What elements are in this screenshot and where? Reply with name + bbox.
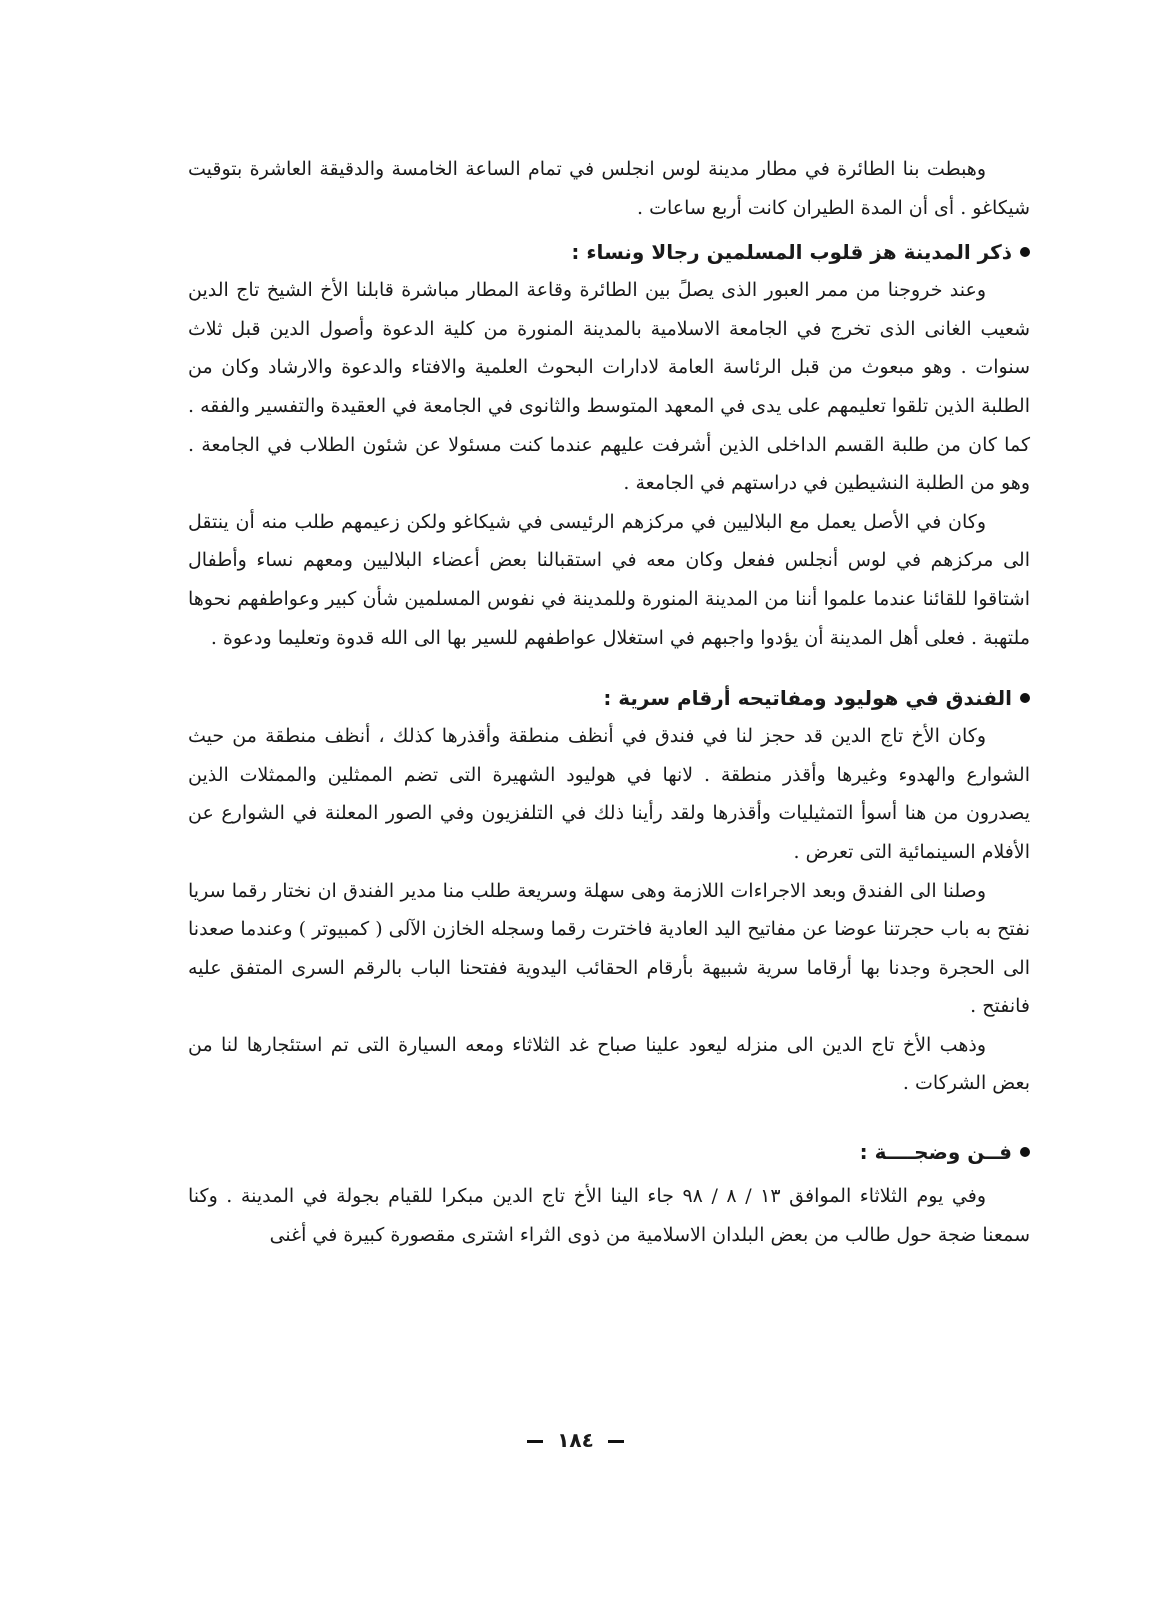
- section-heading-hotel: الفندق في هوليود ومفاتيحه أرقام سرية :: [188, 679, 1030, 717]
- section-heading-art-noise: فــن وضجــــة :: [188, 1133, 1030, 1171]
- page-number-text: ١٨٤: [557, 1428, 594, 1452]
- page-body: [188, 150, 1030, 1254]
- bullet-icon: [1020, 247, 1030, 257]
- paragraph-landing: وهبطت بنا الطائرة في مطار مدينة لوس انجلس في تمام الساعة الخامسة والدقيقة العاشرة بتوقيت شيكاغو . أى أن المدة الطيران كانت أربع ساعات .: [188, 158, 1030, 219]
- section-heading-madinah: ذكر المدينة هز قلوب المسلمين رجالا ونساء :: [188, 233, 1030, 271]
- dash-right: [527, 1440, 543, 1443]
- paragraph-bilalians: وكان في الأصل يعمل مع البلاليين في مركزهم الرئيسى في شيكاغو ولكن زعيمهم طلب منه أن ينتقل الى مركزهم في لوس أنجلس ففعل وكان معه في استقبالنا بعض أعضاء البلاليين ومعهم نساء وأطفال اشتاقوا للقائنا عندما علموا أننا من المدينة المنورة وللمدينة في نفوس المسلمين شأن كبير وعواطفهم نحوها ملتهبة . فعلى أهل المدينة أن يؤدوا واجبهم في استغلال عواطفهم للسير بها الى الله قدوة وتعليما ودعوة .: [188, 510, 1030, 649]
- paragraph-hollywood: وكان الأخ تاج الدين قد حجز لنا في فندق في أنظف منطقة وأقذرها كذلك ، أنظف منطقة من حيث الشوارع والهدوء وغيرها وأقذر منطقة . لانها في هوليود الشهيرة التى تضم الممثلين والممثلات الذين يصدرون من هنا أسوأ التمثيليات وأقذرها ولقد رأينا ذلك في التلفزيون وفي الصور المعلنة في الشوارع عن الأفلام السينمائية التى تعرض .: [188, 725, 1030, 863]
- paragraph-secret-code: وصلنا الى الفندق وبعد الاجراءات اللازمة وهى سهلة وسريعة طلب منا مدير الفندق ان نختار رقما سريا نفتح به باب حجرتنا عوضا عن مفاتيح اليد العادية فاخترت رقما وسجله الخازن الآلى ( كمبيوتر ) وعندما صعدنا الى الحجرة وجدنا بها أرقاما سرية شبيهة بأرقام الحقائب اليدوية ففتحنا الباب بالرقم السرى المتفق عليه فانفتح .: [188, 879, 1030, 1018]
- paragraph-car-rental: وذهب الأخ تاج الدين الى منزله ليعود علينا صباح غد الثلاثاء ومعه السيارة التى تم استئجارها لنا من بعض الشركات .: [188, 1033, 1030, 1095]
- paragraph-arrival-meeting: وعند خروجنا من ممر العبور الذى يصلً بين الطائرة وقاعة المطار مباشرة قابلنا الأخ الشيخ تاج الدين شعيب الغانى الذى تخرج في الجامعة الاسلامية بالمدينة المنورة من كلية الدعوة وأصول الدين قبل ثلاث سنوات . وهو مبعوث من قبل الرئاسة العامة لادارات البحوث العلمية والافتاء والدعوة والارشاد وكان من الطلبة الذين تلقوا تعليمهم على يدى في المعهد المتوسط والثانوى في الجامعة في العقيدة والتفسير والفقه . كما كان من طلبة القسم الداخلى الذين أشرفت عليهم عندما كنت مسئولا عن شئون الطلاب في الجامعة . وهو من الطلبة النشيطين في دراستهم في الجامعة .: [188, 279, 1030, 495]
- page-number: [0, 1428, 1151, 1452]
- paragraph-tuesday-tour: وفي يوم الثلاثاء الموافق ١٣ / ٨ / ٩٨ جاء الينا الأخ تاج الدين مبكرا للقيام بجولة في المدينة . وكنا سمعنا ضجة حول طالب من بعض البلدان الاسلامية من ذوى الثراء اشترى مقصورة كبيرة في أغنى: [188, 1185, 1030, 1246]
- bullet-icon: [1020, 693, 1030, 703]
- dash-left: [608, 1440, 624, 1443]
- bullet-icon: [1020, 1147, 1030, 1157]
